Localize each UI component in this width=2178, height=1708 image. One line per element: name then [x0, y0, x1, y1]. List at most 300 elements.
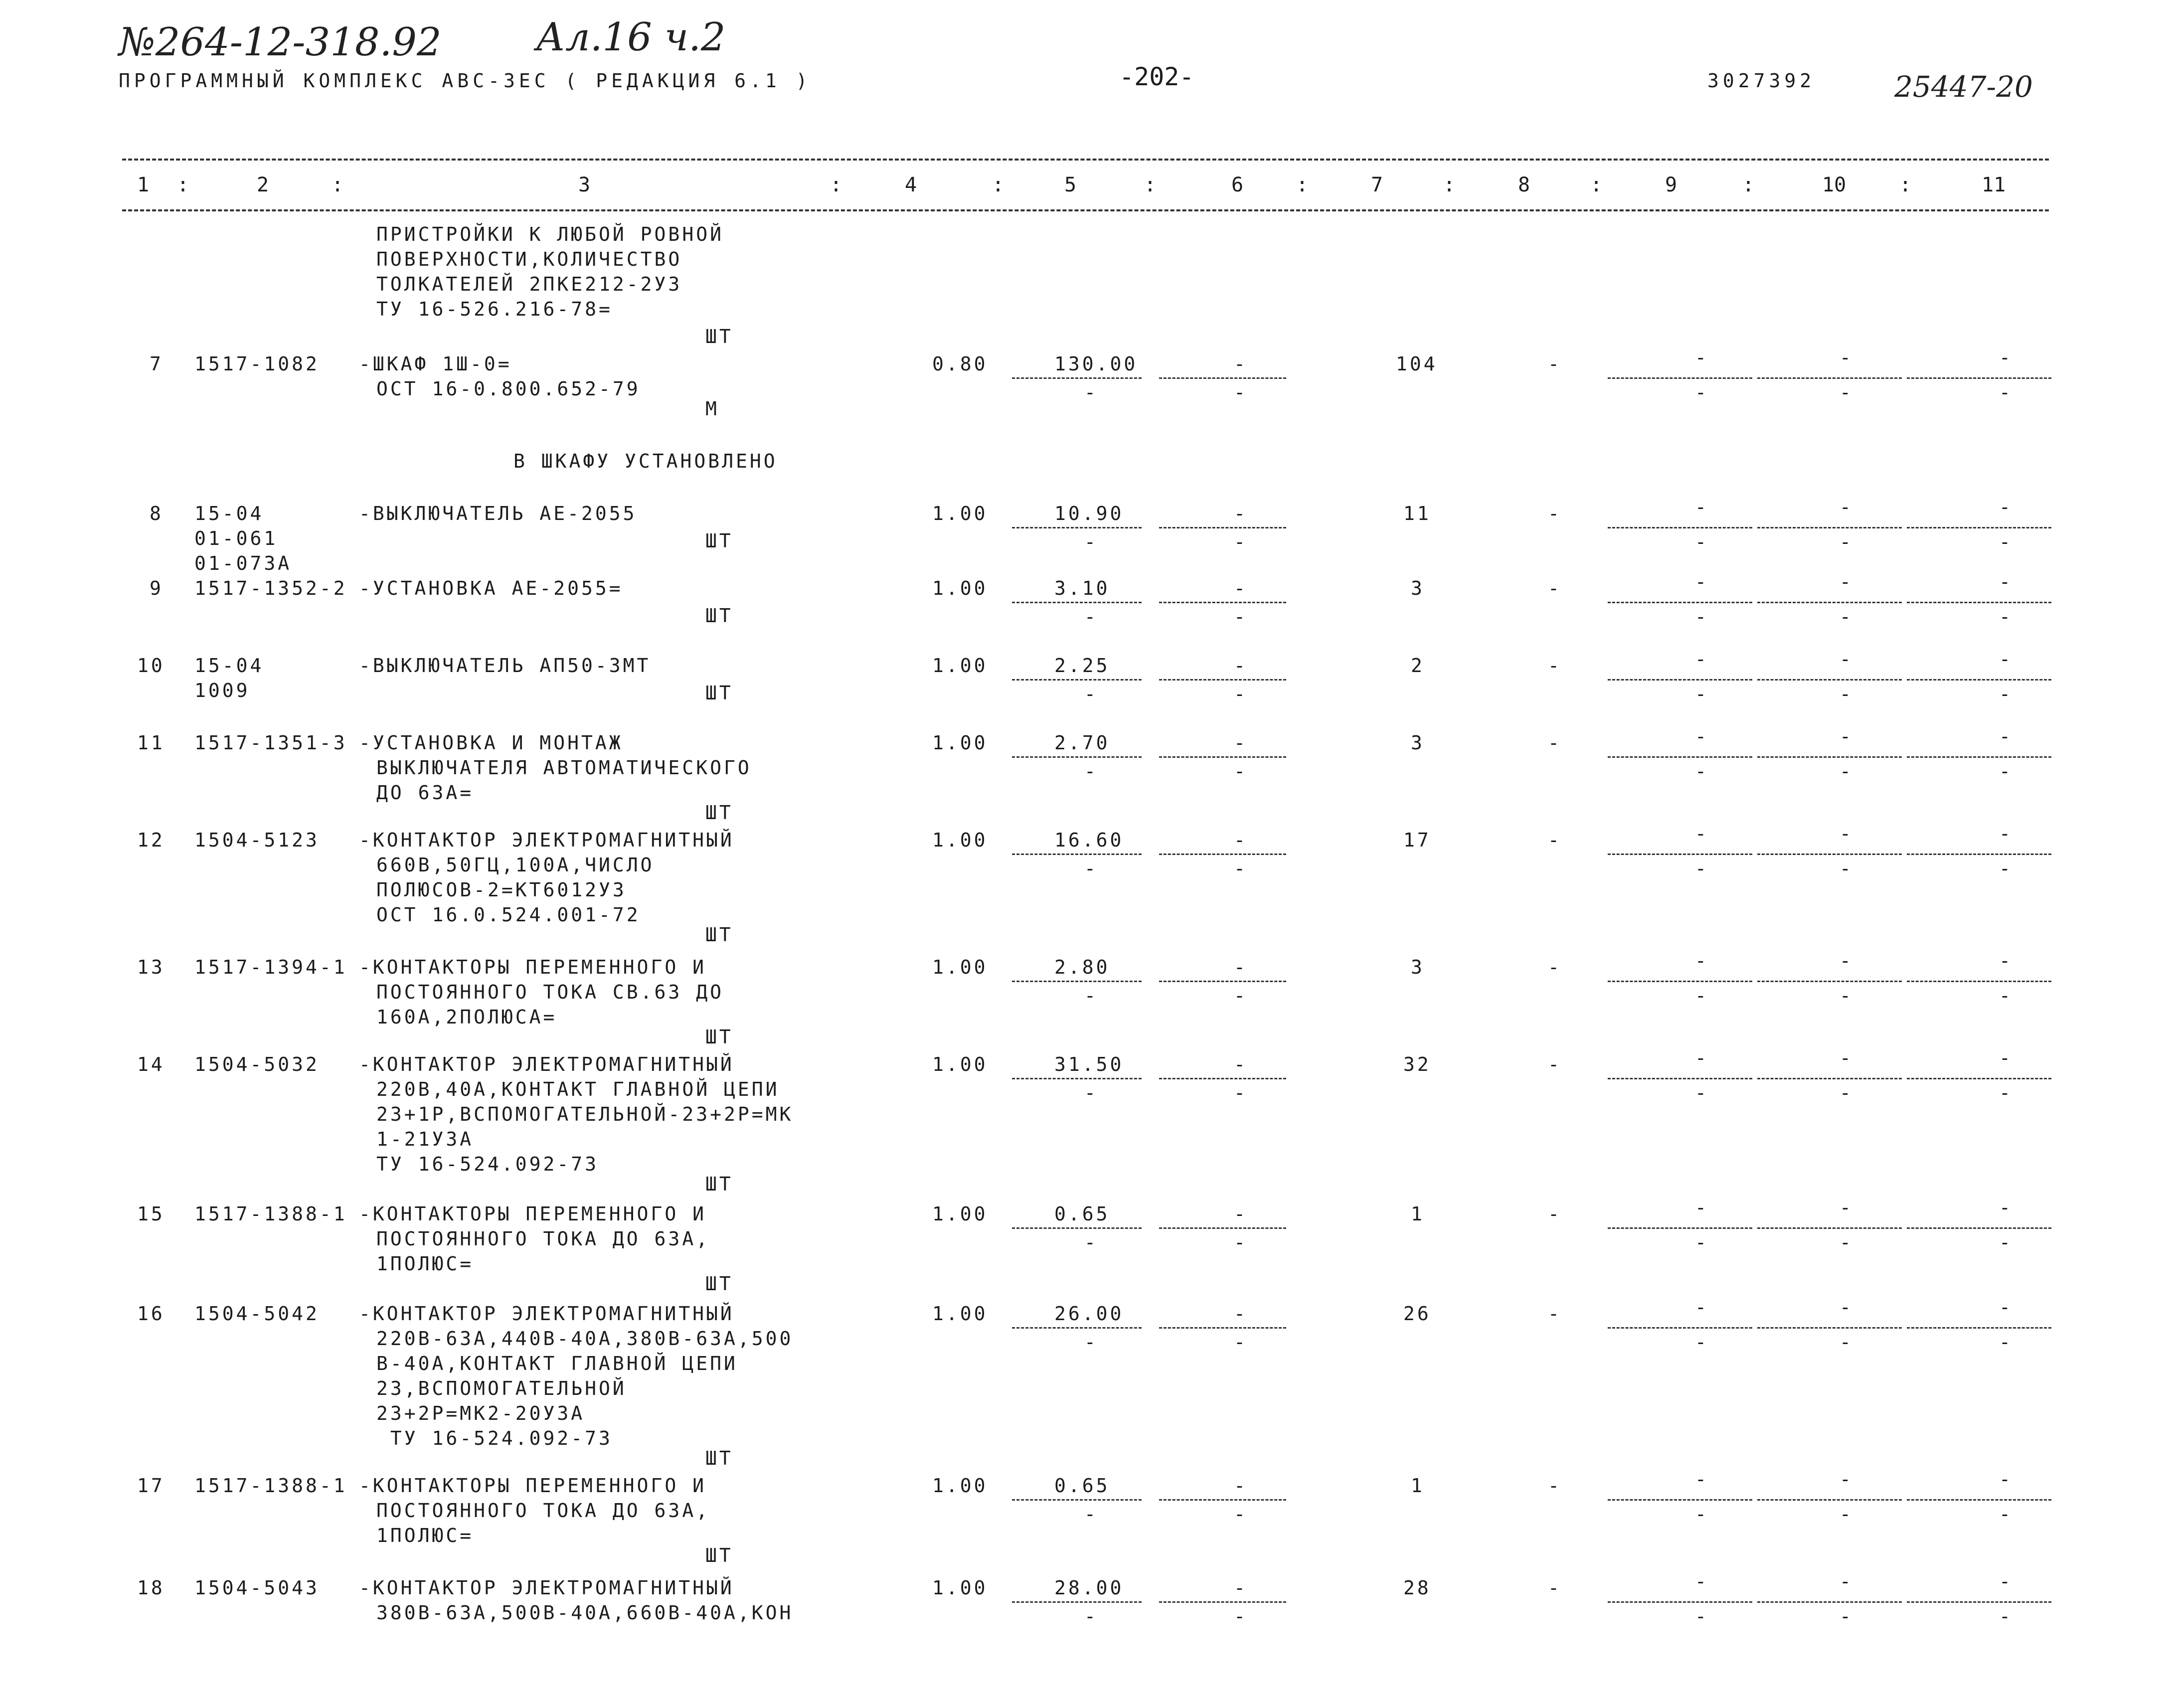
col8-value: -: [1548, 732, 1562, 754]
dashed-rule: [1608, 756, 1752, 758]
placeholder-dash: -: [1840, 496, 1851, 518]
dashed-rule: [1608, 679, 1752, 681]
dashed-rule: [1608, 854, 1752, 855]
unit: ШТ: [705, 1544, 733, 1566]
dashed-rule: [1757, 602, 1902, 603]
dashed-rule: [1159, 756, 1286, 758]
item-code: 1517-1388-1: [194, 1475, 347, 1497]
placeholder-dash: -: [1999, 760, 2010, 782]
placeholder-dash: -: [1999, 857, 2010, 879]
placeholder-dash: -: [1840, 683, 1851, 705]
dashed-rule: [1608, 602, 1752, 603]
item-code: 01-061: [194, 527, 278, 549]
placeholder-dash: -: [1999, 1082, 2010, 1104]
dashed-rule: [1907, 756, 2051, 758]
col4-value: 1.00: [932, 503, 988, 524]
col5-value: 10.90: [1054, 503, 1124, 524]
item-description: ОСТ 16.0.524.001-72: [376, 904, 641, 926]
col5-value: 28.00: [1054, 1577, 1124, 1599]
placeholder-dash: -: [1840, 346, 1851, 368]
row-number: 12: [137, 829, 165, 851]
placeholder-dash: -: [1084, 1503, 1096, 1525]
item-description: 1-21У3А: [376, 1128, 474, 1150]
column-header-8: 8: [1518, 173, 1530, 196]
item-code: 1009: [194, 680, 250, 701]
col6-value: -: [1234, 503, 1248, 524]
unit: ШТ: [705, 1173, 733, 1195]
column-separator: :: [332, 173, 344, 196]
dashed-rule: [1159, 1499, 1286, 1501]
placeholder-dash: -: [1084, 683, 1096, 705]
dashed-rule: [1012, 527, 1142, 528]
item-description: -КОНТАКТОР ЭЛЕКТРОМАГНИТНЫЙ: [359, 1303, 734, 1325]
item-description: ПОСТОЯННОГО ТОКА СВ.63 ДО: [376, 981, 724, 1003]
item-description: -КОНТАКТОРЫ ПЕРЕМЕННОГО И: [359, 956, 706, 978]
item-code: 1517-1082: [194, 353, 320, 375]
placeholder-dash: -: [1695, 725, 1706, 747]
dashed-rule: [1757, 854, 1902, 855]
item-code: 1504-5123: [194, 829, 320, 851]
dashed-rule: [1012, 854, 1142, 855]
placeholder-dash: -: [1695, 1196, 1706, 1218]
item-description: 1ПОЛЮС=: [376, 1525, 474, 1546]
dashed-rule: [1012, 679, 1142, 681]
item-description: ВЫКЛЮЧАТЕЛЯ АВТОМАТИЧЕСКОГО: [376, 757, 752, 779]
placeholder-dash: -: [1234, 1605, 1245, 1627]
dashed-rule: [1159, 854, 1286, 855]
col7-value: 17: [1403, 829, 1431, 851]
col7-value: 3: [1411, 577, 1425, 599]
row-number: 9: [150, 577, 164, 599]
placeholder-dash: -: [1695, 571, 1706, 593]
col6-value: -: [1234, 353, 1248, 375]
column-separator: :: [1443, 173, 1456, 196]
placeholder-dash: -: [1695, 1047, 1706, 1069]
row-number: 16: [137, 1303, 165, 1325]
placeholder-dash: -: [1695, 1082, 1706, 1104]
col5-value: 31.50: [1054, 1053, 1124, 1075]
dashed-rule: [1012, 377, 1142, 379]
dashed-rule: [1159, 981, 1286, 982]
col5-value: 130.00: [1054, 353, 1138, 375]
placeholder-dash: -: [1695, 1231, 1706, 1253]
placeholder-dash: -: [1999, 496, 2010, 518]
col6-value: -: [1234, 577, 1248, 599]
header-rule: [122, 209, 2049, 211]
item-description: ТУ 16-524.092-73: [376, 1153, 599, 1175]
item-code: 1517-1351-3: [194, 732, 347, 754]
col4-value: 1.00: [932, 956, 988, 978]
placeholder-dash: -: [1840, 1468, 1851, 1490]
placeholder-dash: -: [1999, 683, 2010, 705]
placeholder-dash: -: [1840, 725, 1851, 747]
dashed-rule: [1608, 527, 1752, 528]
col7-value: 3: [1411, 732, 1425, 754]
item-description: 220В-63А,440В-40А,380В-63А,500: [376, 1328, 794, 1350]
dashed-rule: [1907, 1601, 2051, 1603]
placeholder-dash: -: [1695, 1296, 1706, 1318]
placeholder-dash: -: [1999, 571, 2010, 593]
item-code: 1504-5032: [194, 1053, 320, 1075]
dashed-rule: [1757, 1327, 1902, 1329]
doc-code: 3027392: [1707, 70, 1816, 92]
column-header-6: 6: [1231, 173, 1244, 196]
placeholder-dash: -: [1234, 381, 1245, 403]
placeholder-dash: -: [1999, 1196, 2010, 1218]
placeholder-dash: -: [1999, 1468, 2010, 1490]
unit: ШТ: [705, 1026, 733, 1048]
col5-value: 2.25: [1054, 655, 1110, 677]
column-header-10: 10: [1822, 173, 1846, 196]
col5-value: 0.65: [1054, 1203, 1110, 1225]
section-title: В ШКАФУ УСТАНОВЛЕНО: [513, 450, 778, 472]
placeholder-dash: -: [1840, 1570, 1851, 1592]
column-separator: :: [1899, 173, 1912, 196]
column-separator: :: [1590, 173, 1603, 196]
col7-value: 32: [1403, 1053, 1431, 1075]
placeholder-dash: -: [1695, 1605, 1706, 1627]
placeholder-dash: -: [1840, 760, 1851, 782]
col5-value: 2.80: [1054, 956, 1110, 978]
placeholder-dash: -: [1695, 857, 1706, 879]
dashed-rule: [1159, 1227, 1286, 1229]
col8-value: -: [1548, 577, 1562, 599]
item-description: -КОНТАКТОРЫ ПЕРЕМЕННОГО И: [359, 1203, 706, 1225]
placeholder-dash: -: [1999, 725, 2010, 747]
album-mark: Ал.16 ч.2: [536, 15, 726, 60]
placeholder-dash: -: [1695, 648, 1706, 670]
row-number: 8: [150, 503, 164, 524]
col6-value: -: [1234, 1577, 1248, 1599]
col8-value: -: [1548, 1475, 1562, 1497]
column-separator: :: [992, 173, 1005, 196]
dashed-rule: [1012, 602, 1142, 603]
col6-value: -: [1234, 1053, 1248, 1075]
dashed-rule: [1907, 981, 2051, 982]
item-description: -КОНТАКТОРЫ ПЕРЕМЕННОГО И: [359, 1475, 706, 1497]
placeholder-dash: -: [1999, 606, 2010, 628]
item-description: ПОСТОЯННОГО ТОКА ДО 63А,: [376, 1228, 710, 1250]
placeholder-dash: -: [1084, 1231, 1096, 1253]
item-description: В-40А,КОНТАКТ ГЛАВНОЙ ЦЕПИ: [376, 1353, 738, 1374]
placeholder-dash: -: [1999, 346, 2010, 368]
col8-value: -: [1548, 1303, 1562, 1325]
column-separator: :: [177, 173, 189, 196]
item-description: 1ПОЛЮС=: [376, 1253, 474, 1275]
column-separator: :: [830, 173, 842, 196]
dashed-rule: [1757, 527, 1902, 528]
placeholder-dash: -: [1084, 760, 1096, 782]
col6-value: -: [1234, 1203, 1248, 1225]
placeholder-dash: -: [1695, 985, 1706, 1007]
unit: ШТ: [705, 924, 733, 946]
placeholder-dash: -: [1999, 823, 2010, 845]
col7-value: 1: [1411, 1475, 1425, 1497]
placeholder-dash: -: [1840, 1196, 1851, 1218]
dashed-rule: [1608, 1078, 1752, 1079]
placeholder-dash: -: [1840, 381, 1851, 403]
placeholder-dash: -: [1840, 1605, 1851, 1627]
col5-value: 0.65: [1054, 1475, 1110, 1497]
item-description: -УСТАНОВКА АЕ-2055=: [359, 577, 623, 599]
item-code: 1517-1352-2: [194, 577, 347, 599]
placeholder-dash: -: [1695, 1570, 1706, 1592]
column-header-2: 2: [257, 173, 269, 196]
item-description: 660В,50ГЦ,100А,ЧИСЛО: [376, 854, 655, 876]
item-description: ДО 63А=: [376, 782, 474, 804]
program-title: ПРОГРАММНЫЙ КОМПЛЕКС АВС-3ЕС ( РЕДАКЦИЯ 6.1 ): [119, 70, 812, 92]
column-header-3: 3: [578, 173, 591, 196]
item-description: ПОЛЮСОВ-2=КТ6012У3: [376, 879, 627, 901]
placeholder-dash: -: [1999, 1047, 2010, 1069]
dashed-rule: [1757, 377, 1902, 379]
placeholder-dash: -: [1840, 857, 1851, 879]
item-description: 220В,40А,КОНТАКТ ГЛАВНОЙ ЦЕПИ: [376, 1078, 780, 1100]
dashed-rule: [1159, 1327, 1286, 1329]
item-code: 1517-1394-1: [194, 956, 347, 978]
item-description: 23,ВСПОМОГАТЕЛЬНОЙ: [376, 1377, 627, 1399]
dashed-rule: [1608, 1499, 1752, 1501]
col7-value: 26: [1403, 1303, 1431, 1325]
dashed-rule: [1608, 1227, 1752, 1229]
row-number: 14: [137, 1053, 165, 1075]
intro-line: ПОВЕРХНОСТИ,КОЛИЧЕСТВО: [376, 248, 682, 270]
col7-value: 1: [1411, 1203, 1425, 1225]
placeholder-dash: -: [1234, 606, 1245, 628]
placeholder-dash: -: [1999, 1296, 2010, 1318]
item-description: 380В-63А,500В-40А,660В-40А,КОН: [376, 1602, 794, 1624]
col4-value: 1.00: [932, 655, 988, 677]
column-header-4: 4: [905, 173, 917, 196]
placeholder-dash: -: [1234, 1082, 1245, 1104]
item-description: 160А,2ПОЛЮСА=: [376, 1006, 557, 1028]
col5-value: 2.70: [1054, 732, 1110, 754]
column-separator: :: [1296, 173, 1309, 196]
column-header-5: 5: [1064, 173, 1077, 196]
placeholder-dash: -: [1234, 1503, 1245, 1525]
placeholder-dash: -: [1999, 1570, 2010, 1592]
dashed-rule: [1012, 1227, 1142, 1229]
placeholder-dash: -: [1840, 823, 1851, 845]
column-separator: :: [1144, 173, 1157, 196]
dashed-rule: [1757, 679, 1902, 681]
col4-value: 1.00: [932, 1053, 988, 1075]
unit: ШТ: [705, 1273, 733, 1295]
dashed-rule: [1159, 377, 1286, 379]
item-description: 23+1Р,ВСПОМОГАТЕЛЬНОЙ-23+2Р=МК: [376, 1103, 794, 1125]
placeholder-dash: -: [1234, 1331, 1245, 1353]
dashed-rule: [1159, 1601, 1286, 1603]
item-description: ТУ 16-524.092-73: [376, 1427, 613, 1449]
dashed-rule: [1012, 1499, 1142, 1501]
placeholder-dash: -: [1695, 950, 1706, 972]
col6-value: -: [1234, 1475, 1248, 1497]
col5-value: 16.60: [1054, 829, 1124, 851]
placeholder-dash: -: [1840, 1331, 1851, 1353]
item-description: 23+2Р=МК2-20У3А: [376, 1402, 585, 1424]
item-code: 1504-5043: [194, 1577, 320, 1599]
doc-number: №264-12-318.92: [119, 20, 442, 65]
placeholder-dash: -: [1234, 531, 1245, 553]
dashed-rule: [1757, 1499, 1902, 1501]
row-number: 17: [137, 1475, 165, 1497]
col7-value: 28: [1403, 1577, 1431, 1599]
placeholder-dash: -: [1999, 1503, 2010, 1525]
dashed-rule: [1012, 756, 1142, 758]
placeholder-dash: -: [1840, 1231, 1851, 1253]
column-header-7: 7: [1371, 173, 1383, 196]
unit: ШТ: [705, 802, 733, 824]
dashed-rule: [1907, 527, 2051, 528]
unit: ШТ: [705, 530, 733, 552]
item-code: 1517-1388-1: [194, 1203, 347, 1225]
dashed-rule: [1012, 1078, 1142, 1079]
placeholder-dash: -: [1999, 985, 2010, 1007]
row-number: 15: [137, 1203, 165, 1225]
column-header-11: 11: [1982, 173, 2006, 196]
col6-value: -: [1234, 655, 1248, 677]
dashed-rule: [1757, 1227, 1902, 1229]
placeholder-dash: -: [1695, 496, 1706, 518]
col4-value: 1.00: [932, 1303, 988, 1325]
col8-value: -: [1548, 1053, 1562, 1075]
dashed-rule: [1159, 679, 1286, 681]
dashed-rule: [1757, 756, 1902, 758]
column-header-9: 9: [1665, 173, 1677, 196]
column-header-1: 1: [137, 173, 150, 196]
dashed-rule: [1159, 527, 1286, 528]
col8-value: -: [1548, 1577, 1562, 1599]
dashed-rule: [1907, 1327, 2051, 1329]
col7-value: 3: [1411, 956, 1425, 978]
item-code: 1504-5042: [194, 1303, 320, 1325]
item-description: -КОНТАКТОР ЭЛЕКТРОМАГНИТНЫЙ: [359, 829, 734, 851]
placeholder-dash: -: [1084, 985, 1096, 1007]
col5-value: 26.00: [1054, 1303, 1124, 1325]
placeholder-dash: -: [1695, 606, 1706, 628]
col5-value: 3.10: [1054, 577, 1110, 599]
dashed-rule: [1608, 1327, 1752, 1329]
intro-line: ТОЛКАТЕЛЕЙ 2ПКЕ212-2У3: [376, 273, 682, 295]
item-code: 15-04: [194, 503, 264, 524]
col4-value: 1.00: [932, 829, 988, 851]
placeholder-dash: -: [1999, 1331, 2010, 1353]
dashed-rule: [1907, 602, 2051, 603]
col4-value: 1.00: [932, 577, 988, 599]
col8-value: -: [1548, 1203, 1562, 1225]
placeholder-dash: -: [1084, 606, 1096, 628]
placeholder-dash: -: [1084, 1331, 1096, 1353]
intro-unit: ШТ: [705, 326, 733, 347]
col4-value: 0.80: [932, 353, 988, 375]
dashed-rule: [1907, 854, 2051, 855]
dashed-rule: [1757, 1078, 1902, 1079]
unit: ШТ: [705, 682, 733, 704]
col6-value: -: [1234, 1303, 1248, 1325]
dashed-rule: [1757, 1601, 1902, 1603]
col4-value: 1.00: [932, 732, 988, 754]
col7-value: 104: [1396, 353, 1438, 375]
placeholder-dash: -: [1234, 857, 1245, 879]
row-number: 11: [137, 732, 165, 754]
placeholder-dash: -: [1234, 760, 1245, 782]
placeholder-dash: -: [1999, 381, 2010, 403]
col4-value: 1.00: [932, 1577, 988, 1599]
dashed-rule: [1907, 1078, 2051, 1079]
dashed-rule: [1159, 1078, 1286, 1079]
placeholder-dash: -: [1999, 1231, 2010, 1253]
placeholder-dash: -: [1840, 1296, 1851, 1318]
dashed-rule: [1012, 1601, 1142, 1603]
item-description: -УСТАНОВКА И МОНТАЖ: [359, 732, 623, 754]
item-description: -ВЫКЛЮЧАТЕЛЬ АЕ-2055: [359, 503, 637, 524]
dashed-rule: [1907, 679, 2051, 681]
col4-value: 1.00: [932, 1475, 988, 1497]
unit: ШТ: [705, 605, 733, 627]
unit: ШТ: [705, 1447, 733, 1469]
placeholder-dash: -: [1999, 531, 2010, 553]
placeholder-dash: -: [1695, 683, 1706, 705]
row-number: 18: [137, 1577, 165, 1599]
col7-value: 11: [1403, 503, 1431, 524]
col8-value: -: [1548, 503, 1562, 524]
placeholder-dash: -: [1084, 1605, 1096, 1627]
placeholder-dash: -: [1840, 531, 1851, 553]
col7-value: 2: [1411, 655, 1425, 677]
placeholder-dash: -: [1234, 1231, 1245, 1253]
placeholder-dash: -: [1840, 606, 1851, 628]
dashed-rule: [1012, 1327, 1142, 1329]
placeholder-dash: -: [1695, 760, 1706, 782]
col6-value: -: [1234, 829, 1248, 851]
placeholder-dash: -: [1840, 648, 1851, 670]
col6-value: -: [1234, 956, 1248, 978]
col4-value: 1.00: [932, 1203, 988, 1225]
placeholder-dash: -: [1999, 1605, 2010, 1627]
placeholder-dash: -: [1840, 571, 1851, 593]
item-description: -КОНТАКТОР ЭЛЕКТРОМАГНИТНЫЙ: [359, 1577, 734, 1599]
item-description: -ВЫКЛЮЧАТЕЛЬ АП50-3МТ: [359, 655, 651, 677]
placeholder-dash: -: [1840, 950, 1851, 972]
top-rule: [122, 159, 2049, 161]
row-number: 10: [137, 655, 165, 677]
intro-line: ТУ 16-526.216-78=: [376, 298, 613, 320]
dashed-rule: [1907, 1227, 2051, 1229]
row-number: 7: [150, 353, 164, 375]
dashed-rule: [1907, 1499, 2051, 1501]
unit: М: [705, 398, 719, 420]
intro-line: ПРИСТРОЙКИ К ЛЮБОЙ РОВНОЙ: [376, 223, 724, 245]
sheet-number: 25447-20: [1894, 70, 2033, 104]
item-description: ОСТ 16-0.800.652-79: [376, 378, 641, 400]
col8-value: -: [1548, 353, 1562, 375]
row-number: 13: [137, 956, 165, 978]
placeholder-dash: -: [1695, 1503, 1706, 1525]
item-code: 01-073А: [194, 552, 292, 574]
placeholder-dash: -: [1084, 857, 1096, 879]
dashed-rule: [1159, 602, 1286, 603]
placeholder-dash: -: [1840, 1503, 1851, 1525]
dashed-rule: [1608, 1601, 1752, 1603]
dashed-rule: [1608, 981, 1752, 982]
item-description: ПОСТОЯННОГО ТОКА ДО 63А,: [376, 1500, 710, 1522]
placeholder-dash: -: [1084, 381, 1096, 403]
placeholder-dash: -: [1695, 531, 1706, 553]
item-description: -КОНТАКТОР ЭЛЕКТРОМАГНИТНЫЙ: [359, 1053, 734, 1075]
col8-value: -: [1548, 655, 1562, 677]
col8-value: -: [1548, 956, 1562, 978]
placeholder-dash: -: [1999, 648, 2010, 670]
